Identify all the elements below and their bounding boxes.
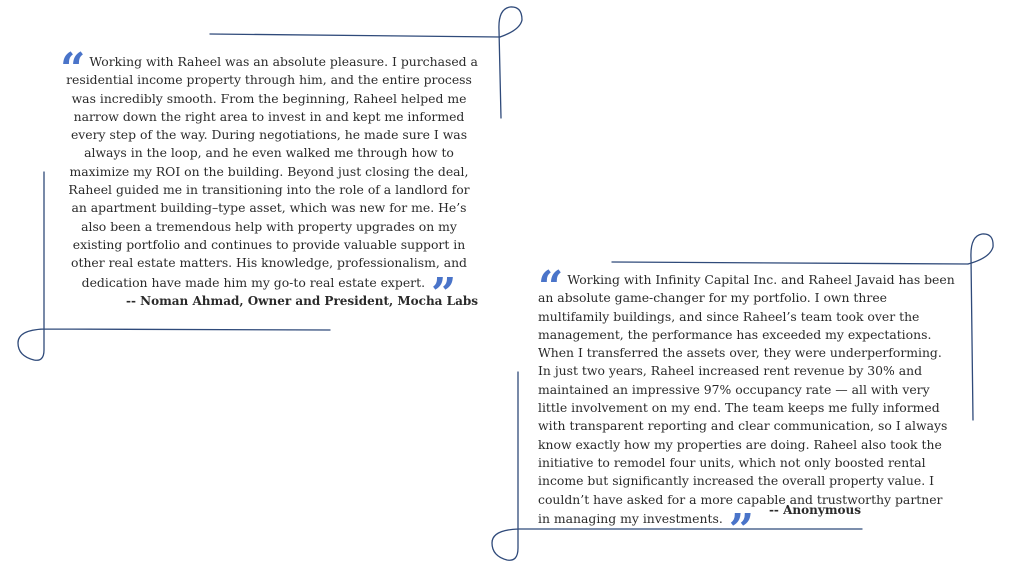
frame-line-2-curl bbox=[968, 234, 993, 420]
testimonial-card-2 bbox=[538, 262, 956, 556]
testimonial-1-quote: “ Working with Raheel was an absolute pleasure. I purchased a residential income property through him, and the entire process was incredibly smooth. From the beginning, Raheel helped me narrow down the right area to invest in and kept me informed every step of the way. During negotiations, he made sure I was always in the loop, and he even walked me through how to maximize my ROI on the building. Beyond just closing the deal, Raheel guided me in transitioning into the role of a landlord for an apartment building–type asset, which was new for me. He’s also been a tremendous help with property upgrades on my existing portfolio and continues to provide valuable support in other real estate matters. His knowledge, professionalism, and dedication have made him my go-to real estate expert. ” bbox=[60, 44, 478, 320]
testimonial-2-text: Working with Infinity Capital Inc. and Raheel Javaid has been an absolute game-changer for my portfolio. I own three multifamily buildings, and since Raheel’s team took over the management, the performance has exceeded my expectations. When I transferred the assets over, they were underperforming. In just two years, Raheel increased rent revenue by 30% and maintained an impressive 97% occupancy rate — all with very little involvement on my end. The team keeps me fully informed with transparent reporting and clear communication, so I always know exactly how my properties are doing. Raheel also took the initiative to remodel four units, which not only boosted rental income but significantly increased the overall property value. I couldn’t have asked for a more capable and trustworthy partner in managing my investments. bbox=[538, 272, 955, 526]
frame-line-1-curl bbox=[499, 7, 522, 118]
frame-line-1-top bbox=[210, 34, 500, 37]
testimonial-card-1 bbox=[60, 44, 478, 320]
testimonial-2-quote: “ Working with Infinity Capital Inc. and Raheel Javaid has been an absolute game-changer for my portfolio. I own three multifamily buildings, and since Raheel’s team took over the management, the performance has exceeded my expectations. When I transferred the assets over, they were underperforming. In just two years, Raheel increased rent revenue by 30% and maintained an impressive 97% occupancy rate — all with very little involvement on my end. The team keeps me fully informed with transparent reporting and clear communication, so I always know exactly how my properties are doing. Raheel also took the initiative to remodel four units, which not only boosted rental income but significantly increased the overall property value. I couldn’t have asked for a more capable and trustworthy partner in managing my investments. ” bbox=[538, 262, 955, 556]
testimonial-1-attribution: -- Noman Ahmad, Owner and President, Mocha Labs bbox=[125, 294, 478, 308]
frame-line-2-top bbox=[612, 262, 968, 264]
testimonial-2-attribution: -- Anonymous bbox=[768, 503, 861, 517]
testimonial-1-text: Working with Raheel was an absolute pleasure. I purchased a residential income property through him, and the entire process was incredibly smooth. From the beginning, Raheel helped me narrow down the right area to invest in and kept me informed every step of the way. During negotiations, he made sure I was always in the loop, and he even walked me through how to maximize my ROI on the building. Beyond just closing the deal, Raheel guided me in transitioning into the role of a landlord for an apartment building–type asset, which was new for me. He’s also been a tremendous help with property upgrades on my existing portfolio and continues to provide valuable support in other real estate matters. His knowledge, professionalism, and dedication have made him my go-to real estate expert. bbox=[66, 54, 478, 290]
